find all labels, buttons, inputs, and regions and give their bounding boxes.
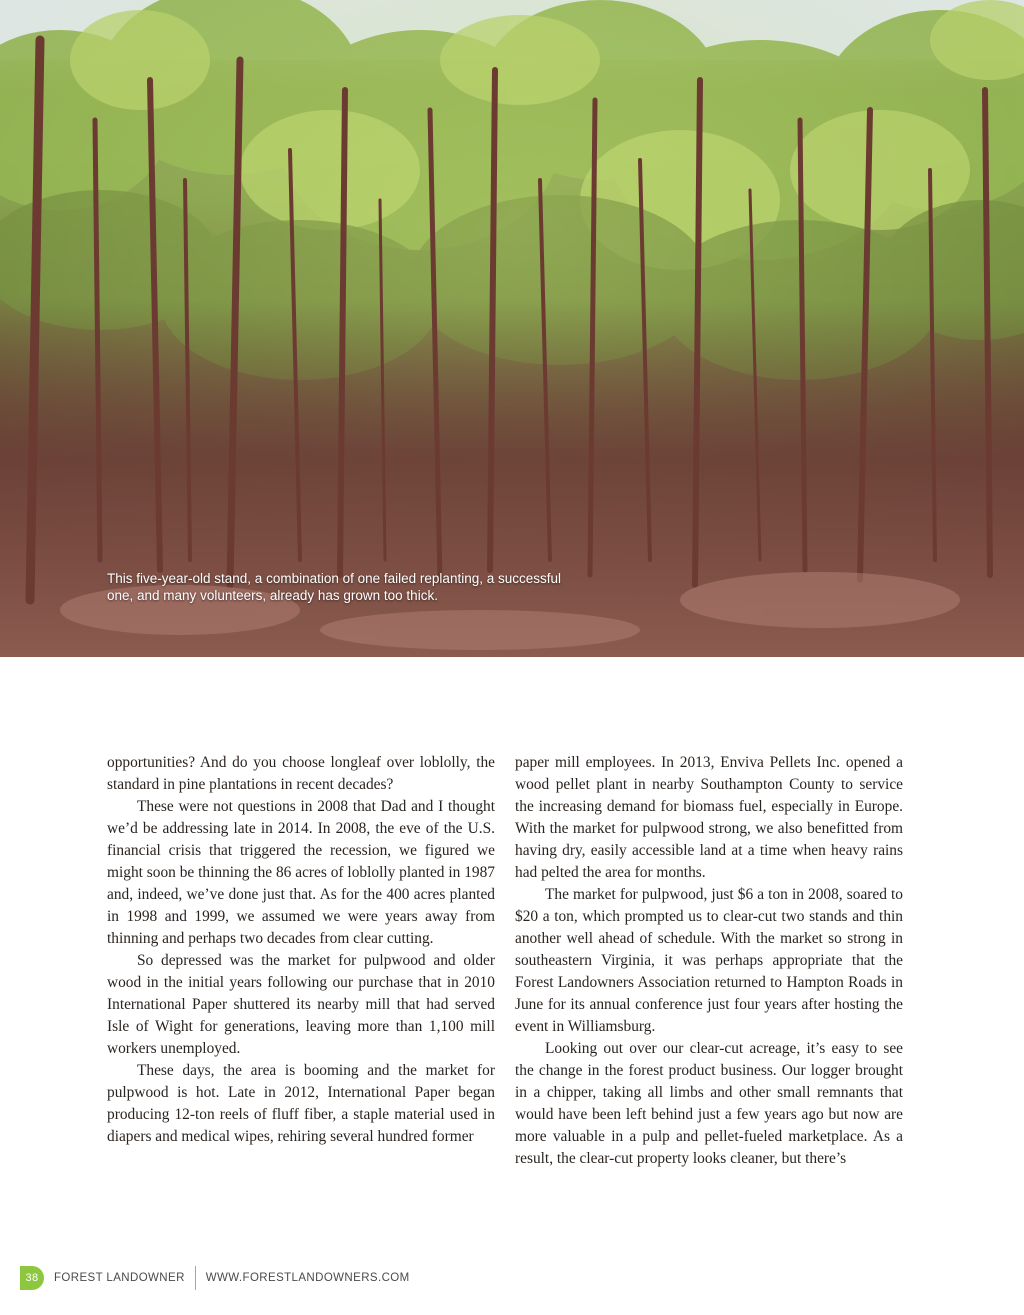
website-link[interactable]: WWW.FORESTLANDOWNERS.COM bbox=[205, 1272, 410, 1284]
article-body bbox=[107, 752, 903, 1170]
page-number: 38 bbox=[20, 1266, 44, 1290]
paragraph: These were not questions in 2008 that Dad and I thought we’d be addressing late in 2014. In 2008, the eve of the U.S. financial crisis that triggered the recession, we figured we might soon be thinning the 86 acres of loblolly planted in 1987 and, indeed, we’ve done just that. As for the 400 acres planted in 1998 and 1999, we assumed we were years away from thinning and perhaps two decades from clear cutting. bbox=[107, 798, 495, 947]
paragraph: These days, the area is booming and the market for pulpwood is hot. Late in 2012, International Paper began producing 12-ton reels of fluff fiber, a staple material used in diapers and medical wipes, rehiring several hundred former bbox=[107, 1062, 495, 1145]
publication-name: FOREST LANDOWNER bbox=[54, 1272, 185, 1284]
photo-caption: This five-year-old stand, a combination of one failed replanting, a successful one, and many volunteers, already has grown too thick. bbox=[107, 571, 561, 603]
paragraph: So depressed was the market for pulpwood and older wood in the initial years following our purchase that in 2010 International Paper shuttered its nearby mill that had served Isle of Wight for generations, leaving more than 1,100 mill workers unemployed. bbox=[107, 952, 495, 1057]
paragraph: opportunities? And do you choose longleaf over loblolly, the standard in pine plantations in recent decades? bbox=[107, 754, 495, 793]
forest-photo bbox=[0, 0, 1024, 657]
paragraph: Looking out over our clear-cut acreage, it’s easy to see the change in the forest product business. Our logger brought in a chipper, taking all limbs and other small remnants that would have been left behind just a few years ago but now are more valuable in a pulp and pellet-fueled marketplace. As a result, the clear-cut property looks cleaner, but there’s bbox=[515, 1040, 903, 1167]
article-column-right bbox=[515, 752, 903, 1170]
footer-divider bbox=[195, 1266, 196, 1290]
paragraph: The market for pulpwood, just $6 a ton in 2008, soared to $20 a ton, which prompted us to clear-cut two stands and thin another well ahead of schedule. With the market so strong in southeastern Virginia, it was perhaps appropriate that the Forest Landowners Association returned to Hampton Roads in June for its annual conference just four years after hosting the event in Williamsburg. bbox=[515, 886, 903, 1035]
article-column-left bbox=[107, 752, 495, 1170]
page-footer bbox=[20, 1266, 410, 1290]
forest-illustration bbox=[0, 0, 1024, 657]
paragraph: paper mill employees. In 2013, Enviva Pellets Inc. opened a wood pellet plant in nearby Southampton County to service the increasing demand for biomass fuel, especially in Europe. With the market for pulpwood strong, we also benefitted from having dry, easily accessible land at a time when heavy rains had pelted the area for months. bbox=[515, 754, 903, 881]
